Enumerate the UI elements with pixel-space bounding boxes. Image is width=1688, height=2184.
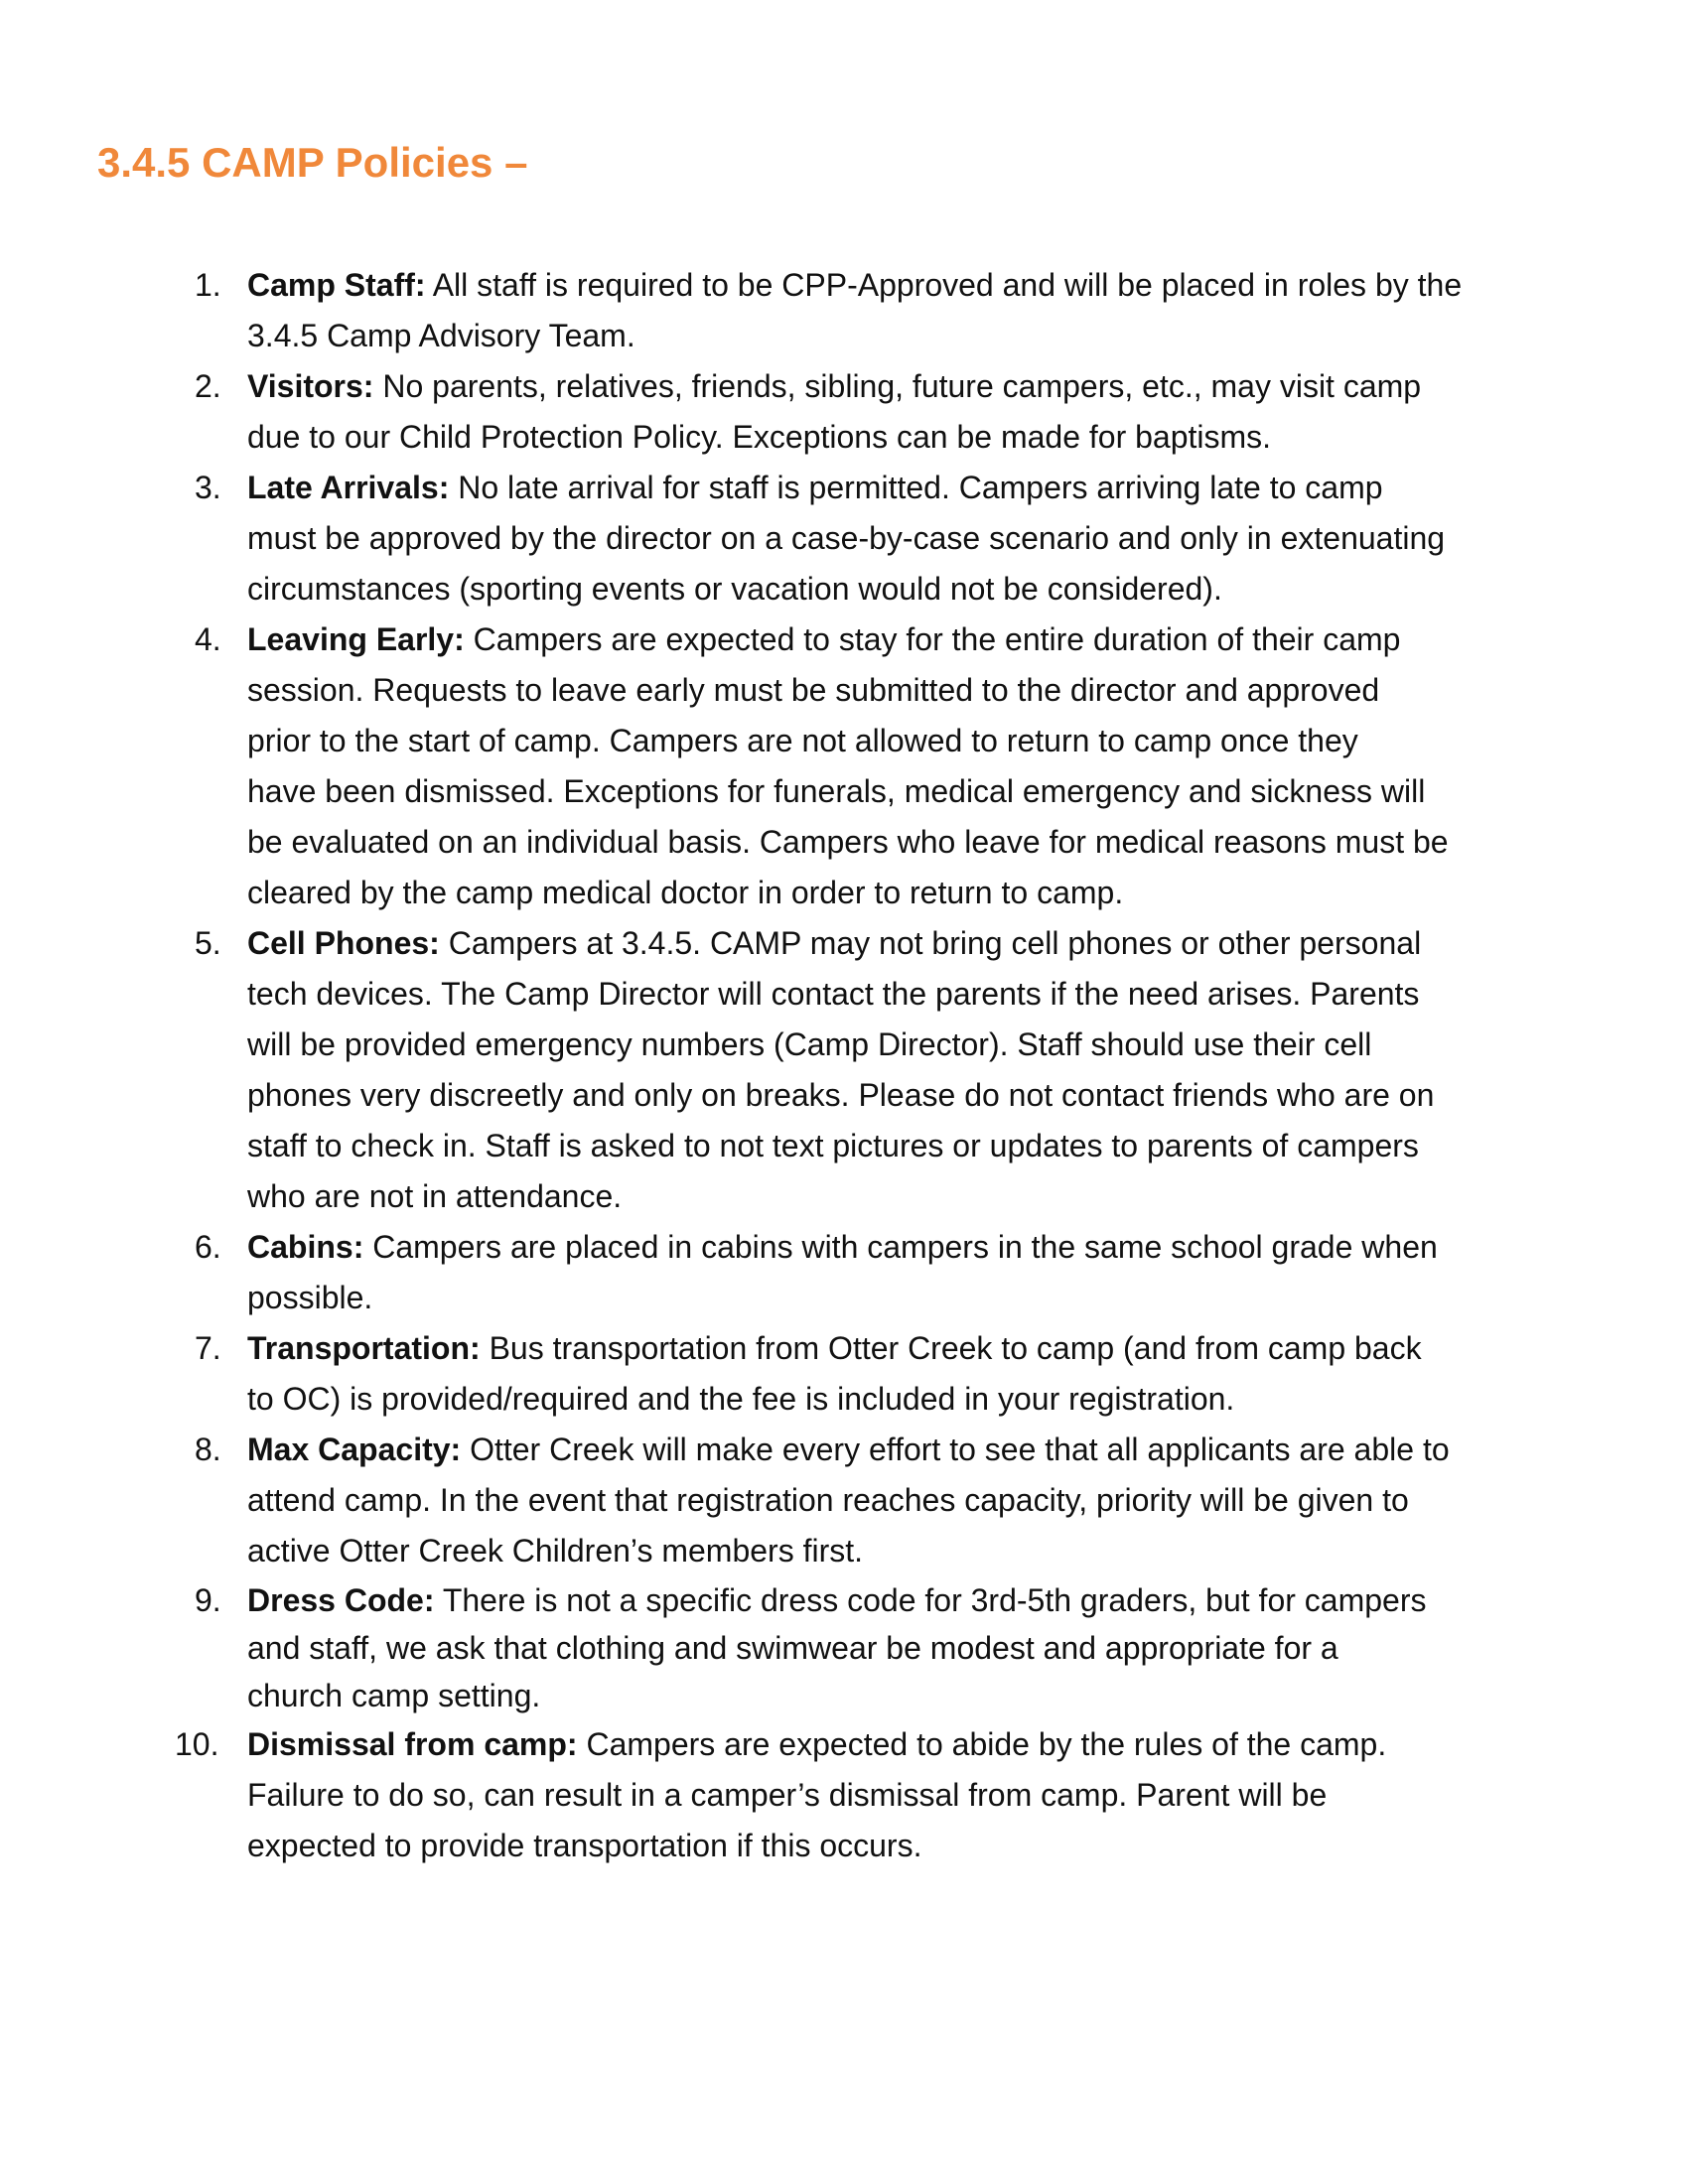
policy-line: to OC) is provided/required and the fee is included in your registration. — [247, 1381, 1235, 1417]
policy-text: No parents, relatives, friends, sibling, future campers, etc., may visit camp — [373, 368, 1422, 404]
policy-item — [0, 918, 1688, 1222]
policy-number: 9. — [195, 1582, 221, 1618]
policy-first-line — [247, 1323, 1589, 1374]
policy-text: Campers are expected to abide by the rules of the camp. — [577, 1726, 1387, 1762]
policy-first-line — [247, 1425, 1589, 1475]
policy-term: Camp Staff: — [247, 267, 426, 303]
policy-line: must be approved by the director on a case-by-case scenario and only in extenuating — [247, 520, 1446, 556]
policy-term: Leaving Early: — [247, 621, 465, 657]
policy-text: Campers are expected to stay for the entire duration of their camp — [464, 621, 1401, 657]
policy-number: 1. — [195, 267, 221, 303]
policy-line: 3.4.5 Camp Advisory Team. — [247, 318, 635, 353]
policy-line: session. Requests to leave early must be submitted to the director and approved — [247, 672, 1380, 708]
policy-item — [0, 361, 1688, 463]
policy-item — [0, 260, 1688, 361]
page-title: 3.4.5 CAMP Policies – — [97, 139, 528, 186]
policy-item — [0, 463, 1688, 614]
policy-number: 6. — [195, 1229, 221, 1265]
policy-text: Campers are placed in cabins with campers in the same school grade when — [363, 1229, 1438, 1265]
policy-item — [0, 1576, 1688, 1719]
policy-item — [0, 1425, 1688, 1576]
policy-text: Bus transportation from Otter Creek to camp (and from camp back — [480, 1330, 1422, 1366]
policy-item — [0, 1222, 1688, 1323]
policy-line: possible. — [247, 1280, 373, 1315]
policy-item — [0, 1323, 1688, 1425]
policy-first-line — [247, 260, 1589, 311]
policy-line: cleared by the camp medical doctor in order to return to camp. — [247, 875, 1124, 910]
policy-line: church camp setting. — [247, 1678, 541, 1713]
policy-text: Campers at 3.4.5. CAMP may not bring cell phones or other personal — [439, 925, 1422, 961]
policy-line: active Otter Creek Children’s members first. — [247, 1533, 864, 1569]
policy-line: will be provided emergency numbers (Camp Director). Staff should use their cell — [247, 1026, 1372, 1062]
policy-term: Dismissal from camp: — [247, 1726, 578, 1762]
policy-text: Otter Creek will make every effort to see that all applicants are able to — [461, 1432, 1450, 1467]
policy-item — [0, 1719, 1688, 1871]
policy-list — [0, 260, 1688, 1871]
policy-first-line — [247, 463, 1589, 513]
policy-first-line — [247, 1576, 1589, 1624]
policy-term: Cabins: — [247, 1229, 364, 1265]
policy-line: due to our Child Protection Policy. Exceptions can be made for baptisms. — [247, 419, 1272, 455]
policy-line: staff to check in. Staff is asked to not text pictures or updates to parents of campers — [247, 1128, 1419, 1163]
policy-number: 7. — [195, 1330, 221, 1366]
policy-text: All staff is required to be CPP-Approved and will be placed in roles by the — [425, 267, 1463, 303]
policy-term: Late Arrivals: — [247, 470, 450, 505]
policy-number: 5. — [195, 925, 221, 961]
policy-first-line — [247, 1719, 1589, 1770]
policy-text: No late arrival for staff is permitted. Campers arriving late to camp — [449, 470, 1383, 505]
policy-term: Transportation: — [247, 1330, 481, 1366]
policy-term: Visitors: — [247, 368, 374, 404]
policy-line: Failure to do so, can result in a camper’s dismissal from camp. Parent will be — [247, 1777, 1328, 1813]
policy-number: 2. — [195, 368, 221, 404]
policy-item — [0, 614, 1688, 918]
policy-line: phones very discreetly and only on breaks. Please do not contact friends who are on — [247, 1077, 1435, 1113]
policy-line: be evaluated on an individual basis. Campers who leave for medical reasons must be — [247, 824, 1449, 860]
policy-number: 8. — [195, 1432, 221, 1467]
policy-line: expected to provide transportation if this occurs. — [247, 1828, 922, 1863]
policy-line: attend camp. In the event that registration reaches capacity, priority will be given to — [247, 1482, 1409, 1518]
policy-line: prior to the start of camp. Campers are not allowed to return to camp once they — [247, 723, 1358, 758]
policy-line: have been dismissed. Exceptions for funerals, medical emergency and sickness will — [247, 773, 1426, 809]
policy-line: circumstances (sporting events or vacation would not be considered). — [247, 571, 1222, 607]
policy-term: Max Capacity: — [247, 1432, 462, 1467]
policy-first-line — [247, 361, 1589, 412]
policy-term: Cell Phones: — [247, 925, 440, 961]
policy-number: 3. — [195, 470, 221, 505]
policy-term: Dress Code: — [247, 1582, 435, 1618]
policy-number: 10. — [175, 1726, 219, 1762]
policy-line: who are not in attendance. — [247, 1178, 623, 1214]
policy-line: and staff, we ask that clothing and swimwear be modest and appropriate for a — [247, 1630, 1338, 1666]
policy-first-line — [247, 918, 1589, 969]
policy-first-line — [247, 1222, 1589, 1273]
policy-number: 4. — [195, 621, 221, 657]
policy-line: tech devices. The Camp Director will contact the parents if the need arises. Parents — [247, 976, 1420, 1012]
policy-text: There is not a specific dress code for 3rd-5th graders, but for campers — [434, 1582, 1427, 1618]
policy-first-line — [247, 614, 1589, 665]
